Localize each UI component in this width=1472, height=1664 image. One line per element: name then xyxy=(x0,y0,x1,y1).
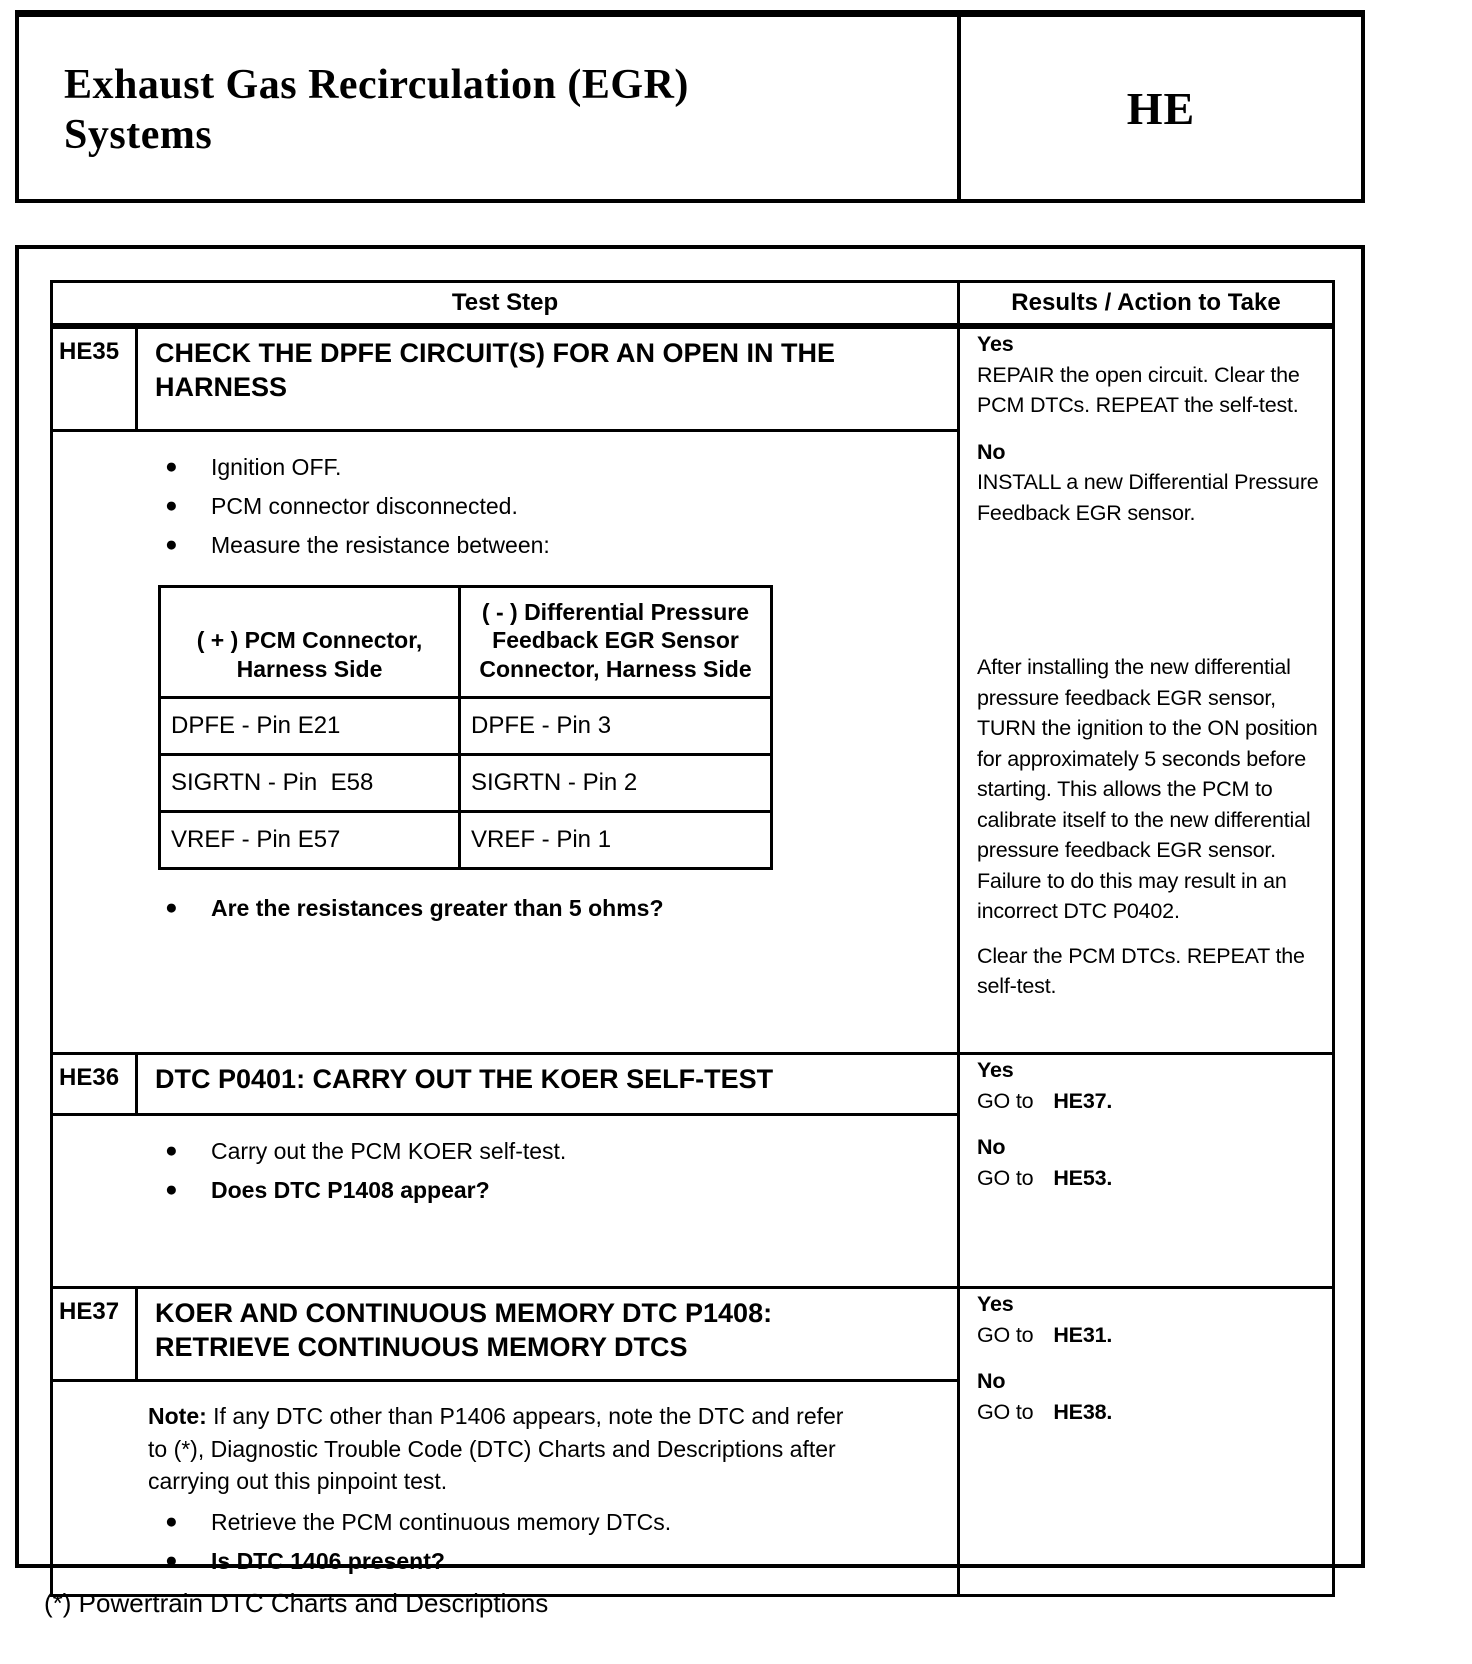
result-yes-label: Yes xyxy=(977,332,1014,356)
goto-target: HE31. xyxy=(1053,1322,1113,1347)
section-he36-body xyxy=(52,1115,959,1288)
table-header-row xyxy=(52,282,1334,327)
step-title: DTC P0401: CARRY OUT THE KOER SELF-TEST xyxy=(137,1054,959,1115)
step-title: KOER AND CONTINUOUS MEMORY DTC P1408: RETRIEVE CONTINUOUS MEMORY DTCS xyxy=(137,1288,959,1381)
list-item: ● Measure the resistance between: xyxy=(53,531,949,561)
result-no-label: No xyxy=(977,1135,1006,1160)
result-install-note: After installing the new differential pressure feedback EGR sensor, TURN the ignition to the ON position for approximately 5 seconds before starting. This allows the PCM to calibrate itself to the new differential pressure feedback EGR sensor. Failure to do this may result in an incorrect DTC P0402. xyxy=(977,655,1318,924)
section-he35-title-row xyxy=(52,326,1334,431)
list-item: ● Retrieve the PCM continuous memory DTCs. xyxy=(53,1508,949,1538)
content-box xyxy=(15,245,1365,1574)
result-yes-goto: GO to HE31. xyxy=(977,1322,1113,1347)
goto-target: HE53. xyxy=(1053,1165,1113,1190)
pin-col-dpfe: ( - ) Differential Pressure Feedback EGR Sensor Connector, Harness Side xyxy=(460,586,772,697)
table-row: VREF - Pin E57 VREF - Pin 1 xyxy=(160,811,772,868)
section-he37-title-row xyxy=(52,1288,1334,1381)
result-yes-goto: GO to HE37. xyxy=(977,1088,1113,1113)
section-he37-body xyxy=(52,1381,959,1596)
goto-target: HE38. xyxy=(1053,1399,1113,1424)
page-title: Exhaust Gas Recirculation (EGR) Systems xyxy=(64,62,689,158)
section-he35-results xyxy=(959,326,1334,1054)
list-item: ● Ignition OFF. xyxy=(53,453,949,483)
result-yes xyxy=(977,1055,1326,1116)
list-item: ● Carry out the PCM KOER self-test. xyxy=(53,1137,949,1167)
bullet-icon: ● xyxy=(165,455,178,478)
step-id: HE37 xyxy=(52,1288,137,1381)
step-id: HE35 xyxy=(52,326,137,431)
result-yes-action: REPAIR the open circuit. Clear the PCM DTCs. REPEAT the self-test. xyxy=(977,362,1300,418)
result-yes xyxy=(977,329,1326,421)
question-item: ● Are the resistances greater than 5 ohms? xyxy=(53,894,949,924)
result-yes-label: Yes xyxy=(977,1292,1014,1316)
section-he36-results xyxy=(959,1054,1334,1288)
table-row: DPFE - Pin E21 DPFE - Pin 3 xyxy=(160,697,772,754)
section-code: HE xyxy=(1126,82,1196,134)
result-repeat-note: Clear the PCM DTCs. REPEAT the self-test. xyxy=(977,943,1305,999)
question-item: ● Is DTC 1406 present? xyxy=(53,1547,949,1577)
result-no xyxy=(977,437,1326,529)
footnote: (*) Powertrain DTC Charts and Descriptions xyxy=(44,1588,549,1618)
bullet-icon: ● xyxy=(165,1177,178,1201)
page-header xyxy=(15,10,1365,203)
pin-resistance-table xyxy=(158,585,773,870)
result-no-action: INSTALL a new Differential Pressure Feedback EGR sensor. xyxy=(977,470,1319,525)
result-no xyxy=(977,1366,1326,1427)
bullet-icon: ● xyxy=(165,532,178,556)
bullet-icon: ● xyxy=(165,493,178,517)
step-title: CHECK THE DPFE CIRCUIT(S) FOR AN OPEN IN THE HARNESS xyxy=(137,326,959,431)
bullet-icon: ● xyxy=(165,895,178,919)
question-item: ● Does DTC P1408 appear? xyxy=(53,1176,949,1206)
note-label: Note: xyxy=(148,1403,207,1429)
result-no-goto: GO to HE38. xyxy=(977,1399,1113,1424)
note-text: If any DTC other than P1406 appears, note the DTC and refer to (*), Diagnostic Trouble Code (DTC) Charts and Descriptions after carrying out this pinpoint test. xyxy=(148,1403,844,1495)
table-row: SIGRTN - Pin E58 SIGRTN - Pin 2 xyxy=(160,754,772,811)
pin-col-pcm: ( + ) PCM Connector, Harness Side xyxy=(160,586,460,697)
section-he36-title-row xyxy=(52,1054,1334,1115)
pin-table-header-row xyxy=(160,586,772,697)
bullet-icon: ● xyxy=(165,1139,178,1162)
col-header-results: Results / Action to Take xyxy=(959,282,1334,327)
result-yes-label: Yes xyxy=(977,1058,1014,1082)
note-paragraph xyxy=(148,1400,853,1498)
diagnostic-table xyxy=(50,280,1335,1597)
result-yes xyxy=(977,1289,1326,1350)
section-he35-body xyxy=(52,431,959,1054)
section-code-cell xyxy=(957,17,1361,199)
result-no-goto: GO to HE53. xyxy=(977,1165,1113,1190)
section-he37-results xyxy=(959,1288,1334,1596)
bullet-icon: ● xyxy=(165,1548,178,1572)
goto-target: HE37. xyxy=(1053,1088,1113,1113)
bullet-icon: ● xyxy=(165,1509,178,1533)
list-item: ● PCM connector disconnected. xyxy=(53,492,949,522)
result-no-label: No xyxy=(977,1369,1006,1394)
step-id: HE36 xyxy=(52,1054,137,1115)
result-no-label: No xyxy=(977,439,1006,464)
result-no xyxy=(977,1132,1326,1193)
page-title-cell xyxy=(19,17,957,199)
col-header-test-step: Test Step xyxy=(52,282,959,327)
